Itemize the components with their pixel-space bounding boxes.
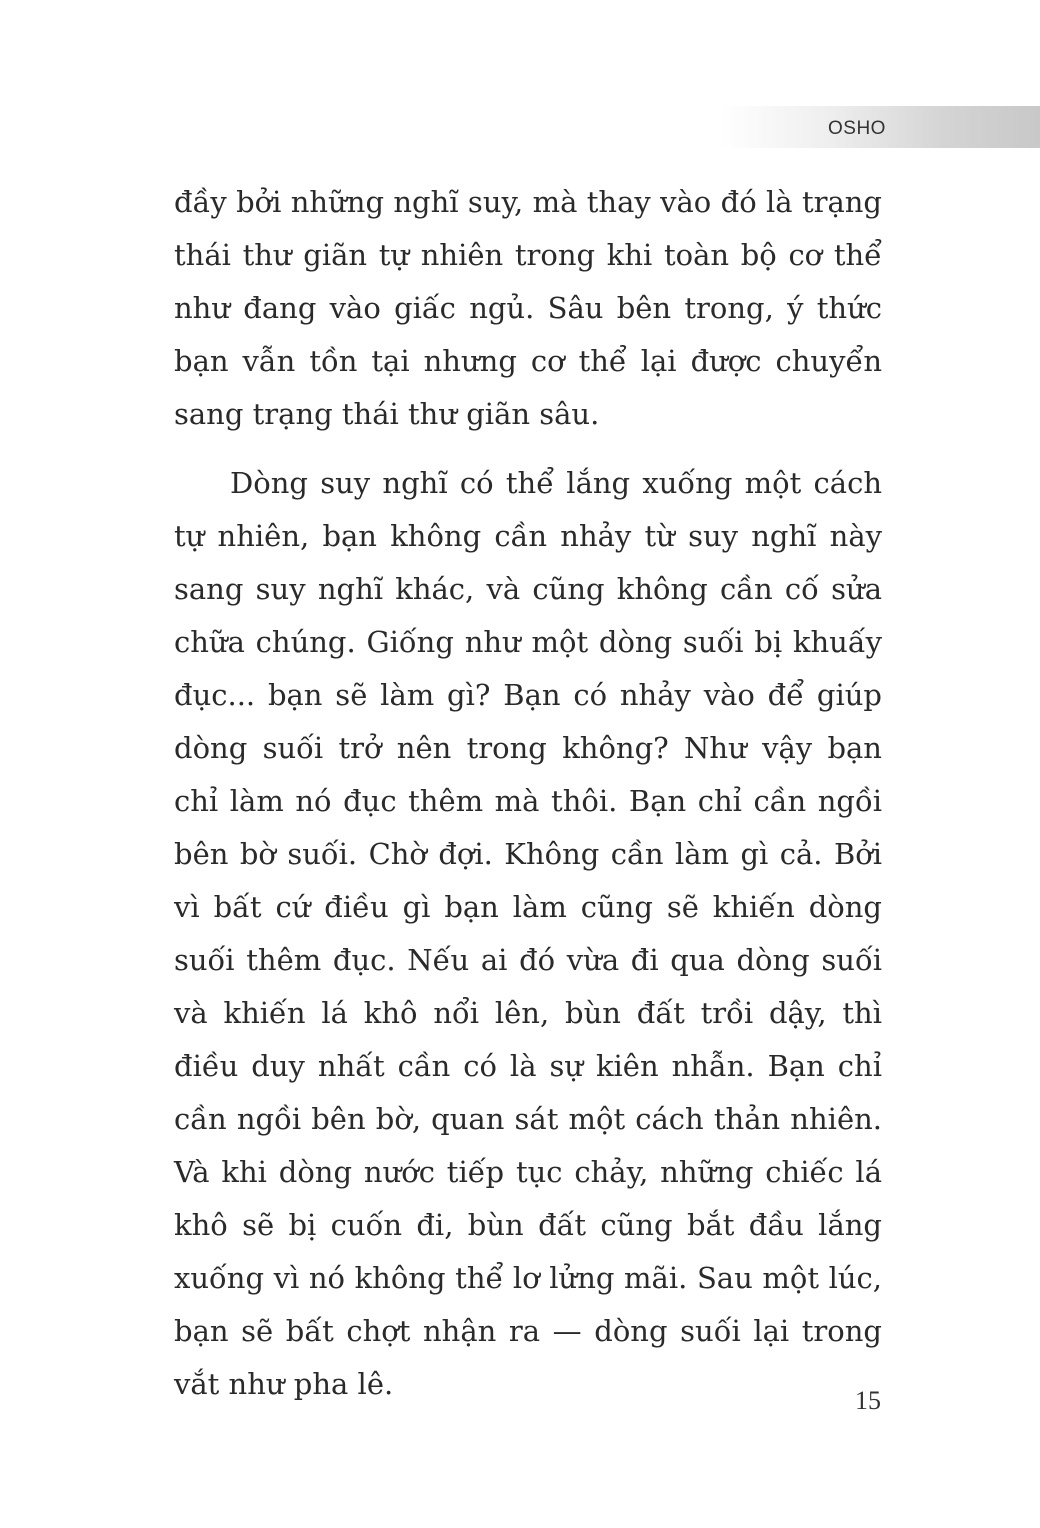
paragraph-2: Dòng suy nghĩ có thể lắng xuống một cách tự nhiên, bạn không cần nhảy từ suy nghĩ này sang suy nghĩ khác, và cũng không cần cố sửa chữa chúng. Giống như một dòng suối bị khuấy đục... bạn sẽ làm gì? Bạn có nhảy vào để giúp dòng suối trở nên trong không? Như vậy bạn chỉ làm nó đục thêm mà thôi. Bạn chỉ cần ngồi bên bờ suối. Chờ đợi. Không cần làm gì cả. Bởi vì bất cứ điều gì bạn làm cũng sẽ khiến dòng suối thêm đục. Nếu ai đó vừa đi qua dòng suối và khiến lá khô nổi lên, bùn đất trồi dậy, thì điều duy nhất cần có là sự kiên nhẫn. Bạn chỉ cần ngồi bên bờ, quan sát một cách thản nhiên. Và khi dòng nước tiếp tục chảy, những chiếc lá khô sẽ bị cuốn đi, bùn đất cũng bắt đầu lắng xuống vì nó không thể lơ lửng mãi. Sau một lúc, bạn sẽ bất chợt nhận ra — dòng suối lại trong vắt như pha lê. — [174, 466, 882, 1401]
paragraph-1: đầy bởi những nghĩ suy, mà thay vào đó là trạng thái thư giãn tự nhiên trong khi toàn bộ cơ thể như đang vào giấc ngủ. Sâu bên trong, ý thức bạn vẫn tồn tại nhưng cơ thể lại được chuyển sang trạng thái thư giãn sâu. — [174, 185, 882, 431]
body-text — [174, 176, 882, 1411]
running-head-title: OSHO — [828, 118, 886, 139]
page-number: 15 — [855, 1386, 881, 1415]
